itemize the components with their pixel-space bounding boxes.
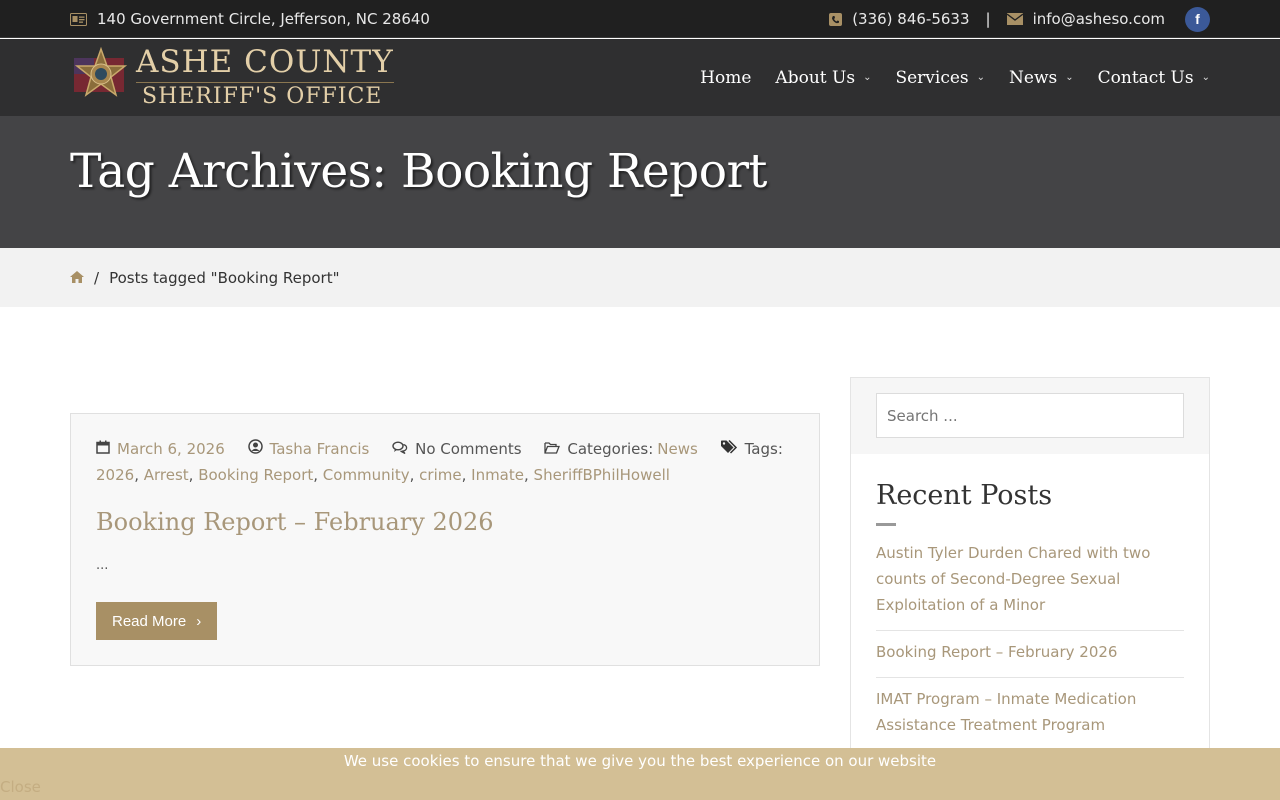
- breadcrumb: [0, 248, 1280, 307]
- address-card-icon: [70, 13, 87, 26]
- tags-label: Tags:: [744, 440, 783, 458]
- recent-posts-title: Recent Posts: [876, 480, 1053, 511]
- chevron-right-icon: ›: [196, 612, 202, 630]
- search-widget: [851, 378, 1209, 454]
- chevron-down-icon: ⌄: [976, 72, 986, 83]
- tag-link[interactable]: Arrest: [143, 466, 189, 484]
- chevron-down-icon: ⌄: [1065, 72, 1074, 83]
- envelope-icon: [1007, 13, 1023, 25]
- tag-link[interactable]: Inmate: [471, 466, 524, 484]
- phone-link[interactable]: (336) 846-5633: [852, 10, 970, 28]
- cookie-close-button[interactable]: Close: [0, 778, 41, 796]
- categories-label: Categories:: [567, 440, 654, 458]
- recent-post-link[interactable]: Austin Tyler Durden Chared with two counts of Second-Degree Sexual Exploitation of a Minor: [876, 540, 1184, 631]
- nav-item-news[interactable]: [1009, 68, 1074, 88]
- tag-link[interactable]: Community: [322, 466, 410, 484]
- nav-item-home[interactable]: [700, 68, 751, 88]
- breadcrumb-current: Posts tagged "Booking Report": [109, 268, 340, 287]
- comments-icon: [392, 436, 408, 462]
- contact-block: [829, 0, 1210, 38]
- post-date[interactable]: March 6, 2026: [117, 440, 225, 458]
- nav-label: Services: [895, 67, 969, 88]
- chevron-down-icon: ⌄: [1201, 72, 1210, 83]
- site-header: [0, 39, 1280, 116]
- post-meta: [96, 436, 794, 488]
- post-card: [70, 413, 820, 666]
- nav-item-about-us[interactable]: [775, 68, 871, 88]
- facebook-icon[interactable]: f: [1185, 7, 1210, 32]
- sidebar: [850, 377, 1210, 757]
- calendar-icon: [96, 436, 110, 462]
- folder-open-icon: [544, 436, 560, 462]
- tag-link[interactable]: crime: [419, 466, 462, 484]
- read-more-label: Read More: [112, 612, 187, 630]
- title-underline: [876, 523, 896, 526]
- sheriff-star-badge-icon: [70, 46, 132, 108]
- phone-icon: [829, 13, 842, 26]
- nav-label: Home: [700, 67, 752, 88]
- email-link[interactable]: info@asheso.com: [1032, 10, 1165, 28]
- logo-line-1: ASHE COUNTY: [136, 43, 394, 80]
- nav-label: About Us: [775, 67, 856, 88]
- post-title-link[interactable]: Booking Report – February 2026: [96, 508, 494, 536]
- post-excerpt: ...: [96, 558, 109, 573]
- tags-icon: [721, 436, 738, 462]
- tag-list: 2026, Arrest, Booking Report, Community, crime, Inmate, SheriffBPhilHowell: [96, 466, 670, 484]
- nav-item-services[interactable]: [895, 68, 985, 88]
- page-title: Tag Archives: Booking Report: [70, 144, 767, 199]
- cookie-message: We use cookies to ensure that we give you the best experience on our website: [343, 752, 937, 770]
- logo-line-2: SHERIFF'S OFFICE: [136, 82, 394, 108]
- read-more-button[interactable]: [96, 602, 217, 640]
- recent-post-link[interactable]: Booking Report – February 2026: [876, 631, 1184, 678]
- category-link[interactable]: News: [657, 440, 698, 458]
- recent-posts-list: [876, 540, 1184, 750]
- tag-link[interactable]: 2026: [96, 466, 135, 484]
- site-logo[interactable]: [70, 44, 394, 110]
- separator: |: [985, 10, 991, 28]
- post-author[interactable]: Tasha Francis: [269, 440, 370, 458]
- home-icon[interactable]: [70, 269, 84, 287]
- top-bar: [0, 0, 1280, 38]
- address-text: 140 Government Circle, Jefferson, NC 28640: [97, 10, 430, 28]
- logo-text: [136, 43, 394, 109]
- recent-post-link[interactable]: IMAT Program – Inmate Medication Assistance Treatment Program: [876, 690, 1137, 734]
- nav-item-contact-us[interactable]: [1098, 68, 1210, 88]
- nav-label: Contact Us: [1097, 67, 1194, 88]
- post-comments[interactable]: No Comments: [415, 440, 522, 458]
- nav-label: News: [1009, 67, 1058, 88]
- page-banner: [0, 116, 1280, 248]
- breadcrumb-separator: /: [94, 268, 100, 287]
- cookie-banner: [0, 748, 1280, 800]
- search-input[interactable]: [876, 393, 1184, 438]
- tag-link[interactable]: Booking Report: [198, 466, 314, 484]
- tag-link[interactable]: SheriffBPhilHowell: [533, 466, 670, 484]
- address-block: [70, 0, 430, 38]
- user-circle-icon: [248, 436, 263, 462]
- chevron-down-icon: ⌄: [863, 72, 872, 83]
- main-nav: [700, 39, 1210, 116]
